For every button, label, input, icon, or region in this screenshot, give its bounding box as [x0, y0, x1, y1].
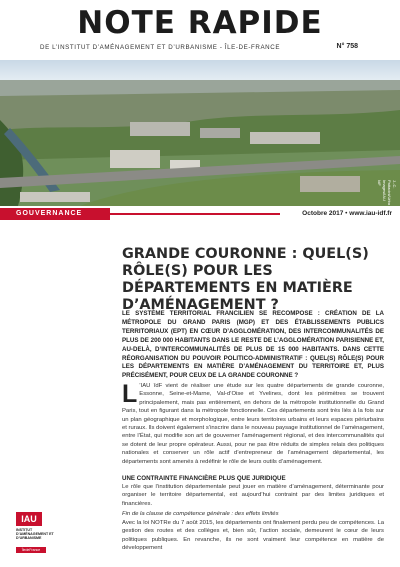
website-link[interactable]: www.iau-idf.fr: [349, 210, 392, 217]
section-heading: UNE CONTRAINTE FINANCIÈRE PLUS QUE JURIDIQUE: [122, 475, 286, 482]
drop-cap: L: [122, 380, 138, 408]
aerial-photo: [0, 60, 400, 206]
section-paragraph: Le rôle que l’institution départementale peut jouer en matière d’aménagement, déterminante pour organiser le territoire départemental, est aujourd’hui contraint par des limites juridiques et financières.: [122, 484, 384, 507]
masthead: [0, 0, 400, 62]
iau-logo: IAU: [16, 512, 42, 526]
publication-title: NOTE RAPIDE: [77, 5, 323, 41]
article-lead: LE SYSTÈME TERRITORIAL FRANCILIEN SE RECOMPOSE : CRÉATION DE LA MÉTROPOLE DU GRAND PARIS (MGP) ET DES ÉTABLISSEMENTS PUBLICS TERRITORIAUX (EPT) EN CŒUR D’AGGLOMÉRATION, DES INTERCOMMUNALITÉS DE PLUS DE 200 000 HABITANTS DANS LE RESTE DE L’AGGLOMÉRATION PARISIENNE ET, AU-DELÀ, D’INTERCOMMUNALITÉS DE PLUS DE 15 000 HABITANTS. DANS CETTE RÉORGANISATION DU POUVOIR POLITICO-ADMINISTRATIF : QUEL(S) RÔLE(S) POUR LES DÉPARTEMENTS EN MATIÈRE D’AMÉNAGEMENT DU TERRITOIRE ET, PLUS PRÉCISÉMENT, POUR CEUX DE LA GRANDE COURONNE ?: [122, 310, 384, 380]
section-band: [0, 208, 400, 220]
institute-name: INSTITUT D’AMÉNAGEMENT ET D’URBANISME: [16, 528, 54, 541]
issue-date: Octobre 2017: [302, 210, 344, 217]
article-headline: GRANDE COURONNE : QUEL(S) RÔLE(S) POUR LES DÉPARTEMENTS EN MATIÈRE D’AMÉNAGEMENT ?: [122, 246, 369, 313]
aerial-photo-illustration: [0, 60, 400, 206]
bullet-separator: •: [345, 210, 350, 217]
issue-number: N° 758: [336, 43, 358, 50]
body-text: ’IAU îdF vient de réaliser une étude sur les quatre départements de grande couronne, Essonne, Seine-et-Marne, Val-d’Oise et Yvelines, dont les périmètres se trouvent principalement, mais pas entièrement, en dehors de la métropole institutionnelle du Grand Paris, tout en figurant dans la métropole fonctionnelle. Ces départements sont très liés à la fois sur un plan géographique et morphologique, entre leurs territoires urbains et leurs espaces périurbains et ruraux. Ils doivent également s’inscrire dans le nouveau paysage institutionnel de l’aménagement, entre l’État, qui modifie son art de gouverner l’aménagement régional, et des intercommunalités qui se dotent de leur propre opérateur. Aussi, pour ne pas être réduits de simples relais des politiques nationales et conserver un rôle actif d’entrepreneur de l’aménagement départemental, les départements sont amenés à redéfinir le rôle de leurs outils d’aménagement.: [122, 383, 384, 465]
section-label: GOUVERNANCE: [0, 208, 110, 220]
band-divider: [110, 213, 280, 215]
date-and-site: [302, 208, 392, 220]
subsection-heading: Fin de la clause de compétence générale : des effets limités: [122, 511, 279, 517]
subsection-paragraph: Avec la loi NOTRe du 7 août 2015, les départements ont finalement perdu peu de compétences. La gestion des routes et des collèges et, bien sûr, l’action sociale, demeurent le cœur de leurs politiques publiques. En revanche, ils ne sont vraiment leur compétence en matière de développement: [122, 520, 384, 552]
photo-credit: J.-C. Pattacini/Urba Images/IAU îdF: [377, 180, 397, 206]
article-body: [122, 382, 384, 466]
region-logo: ÎledeFrance: [16, 547, 46, 553]
publication-subtitle: DE L’INSTITUT D’AMÉNAGEMENT ET D’URBANISME - ÎLE-DE-FRANCE: [40, 44, 281, 51]
